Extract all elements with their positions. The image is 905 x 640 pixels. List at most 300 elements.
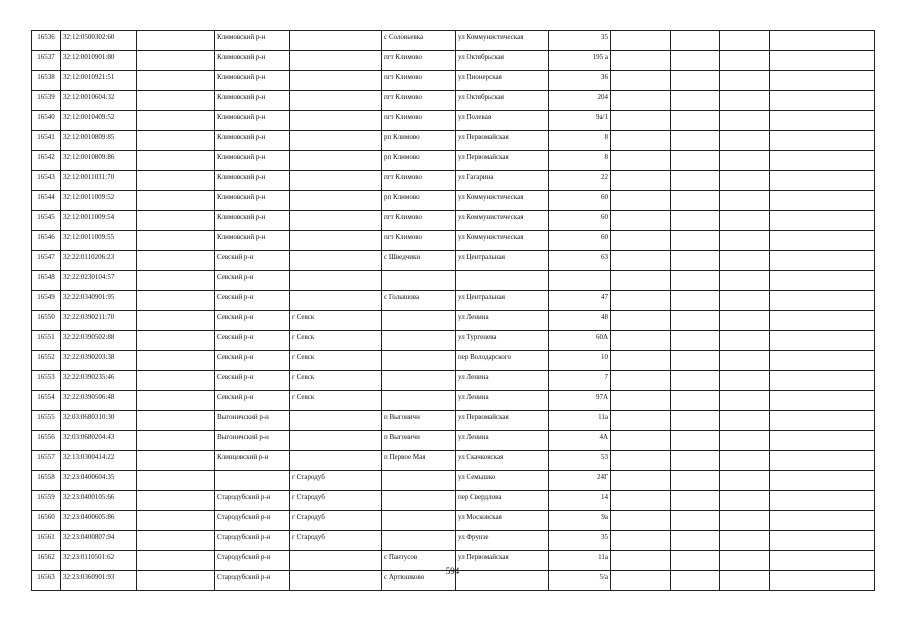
- house-number: 14: [549, 491, 611, 511]
- district: Севский р-н: [215, 371, 290, 391]
- empty-cell: [671, 31, 720, 51]
- cadastral-number: 32:12:0010604:32: [61, 91, 137, 111]
- empty-cell: [137, 111, 215, 131]
- city: г Стародуб: [290, 531, 382, 551]
- row-number: 16541: [32, 131, 61, 151]
- row-number: 16559: [32, 491, 61, 511]
- empty-cell: [720, 231, 770, 251]
- page-number: 594: [445, 566, 460, 576]
- locality: пгт Климово: [382, 231, 456, 251]
- empty-cell: [671, 471, 720, 491]
- city: [290, 191, 382, 211]
- cadastral-number: 32:12:0011009:55: [61, 231, 137, 251]
- cadastral-number: 32:22:0390502:88: [61, 331, 137, 351]
- locality: рп Климово: [382, 191, 456, 211]
- empty-cell: [671, 151, 720, 171]
- cadastral-number: 32:23:0400807:94: [61, 531, 137, 551]
- city: [290, 171, 382, 191]
- empty-cell: [611, 331, 671, 351]
- street: ул Центральная: [456, 251, 549, 271]
- row-number: 16554: [32, 391, 61, 411]
- empty-cell: [770, 111, 875, 131]
- street: ул Центральная: [456, 291, 549, 311]
- district: Климовский р-н: [215, 71, 290, 91]
- empty-cell: [611, 231, 671, 251]
- empty-cell: [770, 411, 875, 431]
- empty-cell: [137, 471, 215, 491]
- city: г Севск: [290, 391, 382, 411]
- row-number: 16546: [32, 231, 61, 251]
- empty-cell: [137, 91, 215, 111]
- district: Севский р-н: [215, 331, 290, 351]
- empty-cell: [770, 351, 875, 371]
- cadastral-number: 32:22:0390235:46: [61, 371, 137, 391]
- empty-cell: [137, 451, 215, 471]
- city: [290, 91, 382, 111]
- empty-cell: [137, 291, 215, 311]
- empty-cell: [770, 371, 875, 391]
- locality: с Пантусов: [382, 551, 456, 571]
- empty-cell: [770, 511, 875, 531]
- empty-cell: [770, 291, 875, 311]
- house-number: 48: [549, 311, 611, 331]
- empty-cell: [611, 311, 671, 331]
- table-row: [32, 371, 875, 391]
- row-number: 16539: [32, 91, 61, 111]
- cadastral-number: 32:23:0110501:62: [61, 551, 137, 571]
- empty-cell: [720, 251, 770, 271]
- empty-cell: [611, 191, 671, 211]
- table-row: [32, 151, 875, 171]
- empty-cell: [671, 351, 720, 371]
- row-number: 16553: [32, 371, 61, 391]
- locality: пгт Климово: [382, 71, 456, 91]
- district: Климовский р-н: [215, 151, 290, 171]
- empty-cell: [720, 431, 770, 451]
- empty-cell: [770, 51, 875, 71]
- empty-cell: [720, 131, 770, 151]
- city: г Стародуб: [290, 511, 382, 531]
- street: ул Октябрьская: [456, 51, 549, 71]
- row-number: 16545: [32, 211, 61, 231]
- cadastral-number: 32:12:0011009:54: [61, 211, 137, 231]
- empty-cell: [671, 211, 720, 231]
- empty-cell: [770, 331, 875, 351]
- table-row: [32, 411, 875, 431]
- row-number: 16550: [32, 311, 61, 331]
- empty-cell: [671, 291, 720, 311]
- locality: пгт Климово: [382, 171, 456, 191]
- row-number: 16558: [32, 471, 61, 491]
- city: г Севск: [290, 371, 382, 391]
- street: ул Гагарина: [456, 171, 549, 191]
- locality: п Выгоничи: [382, 431, 456, 451]
- table-row: [32, 491, 875, 511]
- street: ул Первомайская: [456, 551, 549, 571]
- table-row: [32, 291, 875, 311]
- table-row: [32, 251, 875, 271]
- street: ул Коммунистическая: [456, 231, 549, 251]
- house-number: 63: [549, 251, 611, 271]
- locality: [382, 271, 456, 291]
- empty-cell: [770, 251, 875, 271]
- locality: с Соловьевка: [382, 31, 456, 51]
- empty-cell: [720, 111, 770, 131]
- empty-cell: [770, 71, 875, 91]
- empty-cell: [671, 391, 720, 411]
- city: г Стародуб: [290, 471, 382, 491]
- street: ул Первомайская: [456, 411, 549, 431]
- cadastral-number: 32:23:0400604:35: [61, 471, 137, 491]
- empty-cell: [720, 171, 770, 191]
- registry-rows: [32, 31, 875, 591]
- house-number: 9а/1: [549, 111, 611, 131]
- street: ул Ленина: [456, 391, 549, 411]
- empty-cell: [671, 231, 720, 251]
- table-row: [32, 451, 875, 471]
- empty-cell: [137, 531, 215, 551]
- street: ул Семышко: [456, 471, 549, 491]
- row-number: 16563: [32, 571, 61, 591]
- district: Севский р-н: [215, 311, 290, 331]
- empty-cell: [137, 251, 215, 271]
- district: Стародубский р-н: [215, 531, 290, 551]
- district: [215, 471, 290, 491]
- empty-cell: [720, 511, 770, 531]
- empty-cell: [720, 451, 770, 471]
- empty-cell: [770, 211, 875, 231]
- city: [290, 71, 382, 91]
- row-number: 16562: [32, 551, 61, 571]
- table-row: [32, 271, 875, 291]
- city: [290, 111, 382, 131]
- locality: с Шведчики: [382, 251, 456, 271]
- empty-cell: [137, 391, 215, 411]
- locality: [382, 391, 456, 411]
- city: [290, 291, 382, 311]
- empty-cell: [671, 251, 720, 271]
- empty-cell: [671, 491, 720, 511]
- empty-cell: [671, 371, 720, 391]
- district: Климовский р-н: [215, 91, 290, 111]
- empty-cell: [137, 371, 215, 391]
- empty-cell: [611, 411, 671, 431]
- empty-cell: [720, 191, 770, 211]
- empty-cell: [770, 431, 875, 451]
- locality: [382, 531, 456, 551]
- district: Севский р-н: [215, 391, 290, 411]
- row-number: 16549: [32, 291, 61, 311]
- street: ул Коммунистическая: [456, 31, 549, 51]
- empty-cell: [671, 331, 720, 351]
- locality: пгт Климово: [382, 51, 456, 71]
- district: Стародубский р-н: [215, 491, 290, 511]
- empty-cell: [611, 531, 671, 551]
- empty-cell: [611, 371, 671, 391]
- empty-cell: [720, 51, 770, 71]
- street: ул Полевая: [456, 111, 549, 131]
- city: [290, 31, 382, 51]
- city: [290, 131, 382, 151]
- district: Севский р-н: [215, 351, 290, 371]
- empty-cell: [137, 31, 215, 51]
- row-number: 16536: [32, 31, 61, 51]
- district: Севский р-н: [215, 271, 290, 291]
- empty-cell: [770, 471, 875, 491]
- empty-cell: [611, 251, 671, 271]
- empty-cell: [611, 511, 671, 531]
- empty-cell: [137, 411, 215, 431]
- empty-cell: [770, 171, 875, 191]
- row-number: 16555: [32, 411, 61, 431]
- row-number: 16561: [32, 531, 61, 551]
- cadastral-number: 32:23:0400105:66: [61, 491, 137, 511]
- house-number: 22: [549, 171, 611, 191]
- street: ул Коммунистическая: [456, 191, 549, 211]
- empty-cell: [137, 191, 215, 211]
- empty-cell: [611, 351, 671, 371]
- table-row: [32, 131, 875, 151]
- city: [290, 451, 382, 471]
- city: [290, 271, 382, 291]
- empty-cell: [137, 211, 215, 231]
- cadastral-number: 32:12:0011031:70: [61, 171, 137, 191]
- city: [290, 51, 382, 71]
- row-number: 16544: [32, 191, 61, 211]
- cadastral-number: 32:22:0110206:23: [61, 251, 137, 271]
- empty-cell: [770, 31, 875, 51]
- cadastral-number: 32:22:0390211:70: [61, 311, 137, 331]
- empty-cell: [611, 151, 671, 171]
- locality: [382, 311, 456, 331]
- cadastral-number: 32:12:0010901:80: [61, 51, 137, 71]
- house-number: [549, 271, 611, 291]
- empty-cell: [137, 431, 215, 451]
- table-row: [32, 51, 875, 71]
- row-number: 16557: [32, 451, 61, 471]
- table-row: [32, 331, 875, 351]
- empty-cell: [611, 131, 671, 151]
- house-number: 60: [549, 191, 611, 211]
- cadastral-number: 32:23:0400605:86: [61, 511, 137, 531]
- house-number: 204: [549, 91, 611, 111]
- locality: [382, 371, 456, 391]
- street: ул Первомайская: [456, 151, 549, 171]
- house-number: 11а: [549, 411, 611, 431]
- district: Выгоничский р-н: [215, 411, 290, 431]
- house-number: 4А: [549, 431, 611, 451]
- empty-cell: [720, 411, 770, 431]
- empty-cell: [720, 311, 770, 331]
- locality: с Артюшково: [382, 571, 456, 591]
- street: ул Коммунистическая: [456, 211, 549, 231]
- district: Стародубский р-н: [215, 511, 290, 531]
- locality: с Голышова: [382, 291, 456, 311]
- empty-cell: [671, 511, 720, 531]
- table-row: [32, 431, 875, 451]
- city: г Севск: [290, 351, 382, 371]
- street: пер Володарского: [456, 351, 549, 371]
- street: ул Октябрьская: [456, 91, 549, 111]
- district: Климовский р-н: [215, 171, 290, 191]
- cadastral-number: 32:22:0390203:38: [61, 351, 137, 371]
- empty-cell: [671, 111, 720, 131]
- house-number: 8: [549, 131, 611, 151]
- row-number: 16538: [32, 71, 61, 91]
- empty-cell: [770, 451, 875, 471]
- empty-cell: [137, 491, 215, 511]
- empty-cell: [137, 71, 215, 91]
- city: [290, 251, 382, 271]
- empty-cell: [611, 171, 671, 191]
- house-number: 11а: [549, 551, 611, 571]
- row-number: 16552: [32, 351, 61, 371]
- house-number: 60: [549, 211, 611, 231]
- district: Климовский р-н: [215, 31, 290, 51]
- street: ул Фрунзе: [456, 531, 549, 551]
- city: г Севск: [290, 331, 382, 351]
- empty-cell: [137, 131, 215, 151]
- table-row: [32, 211, 875, 231]
- empty-cell: [770, 531, 875, 551]
- city: г Севск: [290, 311, 382, 331]
- house-number: 60: [549, 231, 611, 251]
- empty-cell: [137, 331, 215, 351]
- street: ул Первомайская: [456, 131, 549, 151]
- row-number: 16560: [32, 511, 61, 531]
- city: [290, 231, 382, 251]
- city: [290, 211, 382, 231]
- table-row: [32, 31, 875, 51]
- district: Климовский р-н: [215, 111, 290, 131]
- locality: [382, 491, 456, 511]
- empty-cell: [720, 211, 770, 231]
- house-number: 7: [549, 371, 611, 391]
- city: [290, 411, 382, 431]
- row-number: 16537: [32, 51, 61, 71]
- empty-cell: [611, 51, 671, 71]
- table-row: [32, 511, 875, 531]
- empty-cell: [671, 431, 720, 451]
- empty-cell: [137, 311, 215, 331]
- empty-cell: [720, 31, 770, 51]
- district: Климовский р-н: [215, 191, 290, 211]
- table-row: [32, 471, 875, 491]
- row-number: 16547: [32, 251, 61, 271]
- cadastral-number: 32:22:0230104:57: [61, 271, 137, 291]
- street: ул Тургенева: [456, 331, 549, 351]
- cadastral-number: 32:12:0500302:60: [61, 31, 137, 51]
- empty-cell: [137, 51, 215, 71]
- cadastral-number: 32:12:0010409:52: [61, 111, 137, 131]
- district: Стародубский р-н: [215, 551, 290, 571]
- empty-cell: [611, 71, 671, 91]
- house-number: 97А: [549, 391, 611, 411]
- row-number: 16540: [32, 111, 61, 131]
- empty-cell: [770, 131, 875, 151]
- house-number: 36: [549, 71, 611, 91]
- table-row: [32, 311, 875, 331]
- row-number: 16556: [32, 431, 61, 451]
- row-number: 16551: [32, 331, 61, 351]
- empty-cell: [611, 451, 671, 471]
- empty-cell: [611, 271, 671, 291]
- empty-cell: [720, 291, 770, 311]
- table-row: [32, 71, 875, 91]
- cadastral-number: 32:03:0680204:43: [61, 431, 137, 451]
- cadastral-number: 32:22:0390506:48: [61, 391, 137, 411]
- house-number: 24Г: [549, 471, 611, 491]
- empty-cell: [137, 171, 215, 191]
- empty-cell: [137, 151, 215, 171]
- house-number: 35: [549, 531, 611, 551]
- street: ул Ленина: [456, 371, 549, 391]
- empty-cell: [671, 51, 720, 71]
- house-number: 47: [549, 291, 611, 311]
- table-row: [32, 391, 875, 411]
- empty-cell: [611, 491, 671, 511]
- house-number: 5/а: [549, 571, 611, 591]
- empty-cell: [720, 331, 770, 351]
- street: ул Московская: [456, 511, 549, 531]
- table-row: [32, 231, 875, 251]
- empty-cell: [770, 311, 875, 331]
- empty-cell: [720, 271, 770, 291]
- row-number: 16548: [32, 271, 61, 291]
- empty-cell: [611, 31, 671, 51]
- locality: п Выгоничи: [382, 411, 456, 431]
- empty-cell: [611, 291, 671, 311]
- empty-cell: [770, 91, 875, 111]
- cadastral-number: 32:12:0010809:85: [61, 131, 137, 151]
- locality: рп Климово: [382, 151, 456, 171]
- city: [290, 151, 382, 171]
- empty-cell: [720, 371, 770, 391]
- empty-cell: [671, 71, 720, 91]
- empty-cell: [671, 171, 720, 191]
- street: ул Пионерская: [456, 71, 549, 91]
- empty-cell: [720, 391, 770, 411]
- cadastral-number: 32:22:0340901:95: [61, 291, 137, 311]
- district: Климовский р-н: [215, 231, 290, 251]
- empty-cell: [720, 91, 770, 111]
- empty-cell: [671, 531, 720, 551]
- empty-cell: [770, 491, 875, 511]
- locality: [382, 511, 456, 531]
- empty-cell: [720, 471, 770, 491]
- empty-cell: [671, 131, 720, 151]
- empty-cell: [671, 271, 720, 291]
- city: [290, 431, 382, 451]
- cadastral-number: 32:12:0011009:52: [61, 191, 137, 211]
- district: Клинцовский р-н: [215, 451, 290, 471]
- locality: рп Климово: [382, 131, 456, 151]
- empty-cell: [770, 151, 875, 171]
- table-row: [32, 91, 875, 111]
- house-number: 35: [549, 31, 611, 51]
- locality: [382, 471, 456, 491]
- locality: пгт Климово: [382, 111, 456, 131]
- house-number: 53: [549, 451, 611, 471]
- locality: пгт Климово: [382, 211, 456, 231]
- empty-cell: [611, 91, 671, 111]
- district: Климовский р-н: [215, 51, 290, 71]
- table-row: [32, 171, 875, 191]
- district: Севский р-н: [215, 291, 290, 311]
- cadastral-number: 32:12:0010921:51: [61, 71, 137, 91]
- district: Климовский р-н: [215, 131, 290, 151]
- house-number: 9а: [549, 511, 611, 531]
